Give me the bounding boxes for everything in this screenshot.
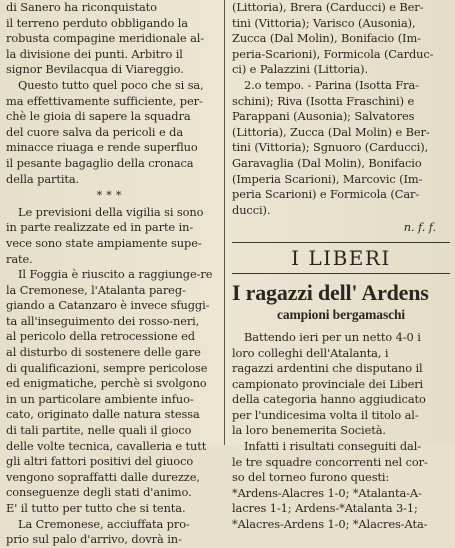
text-line: 2.o tempo. - Parina (Isotta Fra- — [244, 77, 419, 92]
text-line: *Alacres-Ardens 1-0; *Alacres-Ata- — [232, 517, 428, 532]
author-signature: n. f. f. — [403, 220, 436, 235]
text-line: loro colleghi dell'Atalanta, i — [232, 345, 389, 360]
paragraph — [232, 78, 450, 218]
text-line: di qualificazioni, sempre pericolose — [6, 360, 208, 375]
section-separator: *** — [96, 188, 126, 203]
text-line: campionato provinciale dei Liberi — [232, 376, 424, 391]
text-line: Infatti i risultati conseguiti dal- — [244, 439, 421, 454]
text-line: Parappani (Ausonia); Salvatores — [232, 109, 415, 124]
text-line: della categoria hanno aggiudicato — [232, 392, 426, 407]
text-line: Il Foggia è riuscito a raggiunge-re — [18, 267, 213, 282]
text-line: Battendo ieri per un netto 4-0 i — [244, 329, 421, 344]
text-line: il terreno perduto obbligando la — [6, 15, 188, 30]
text-line: delle volte tecnica, cavalleria e tutt — [6, 438, 207, 453]
article-headline: I ragazzi dell' Ardens — [232, 279, 429, 305]
text-line: ed enigmatiche, perchè si svolgono — [6, 376, 207, 391]
paragraph — [232, 439, 450, 533]
text-line: rate. — [6, 251, 33, 266]
text-line: lacres 1-1; Ardens-*Atalanta 3-1; — [232, 501, 418, 516]
text-line: schini); Riva (Isotta Fraschini) e — [232, 93, 415, 108]
text-line: *Ardens-Alacres 1-0; *Atalanta-A- — [232, 485, 422, 500]
text-line: robusta compagine meridionale al- — [6, 31, 205, 46]
text-line: Le previsioni della vigilia si sono — [18, 204, 204, 219]
text-line: la Cremonese, l'Atalanta pareg- — [6, 282, 186, 297]
text-line: al disturbo di sostenere delle gare — [6, 345, 201, 360]
text-line: E' il tutto per tutto che si tenta. — [6, 501, 186, 515]
text-line: peria Scarioni) e Formicola (Car- — [232, 187, 420, 202]
text-line: so del torneo furono questi: — [232, 470, 390, 485]
text-line: le tre squadre concorrenti nel cor- — [232, 454, 428, 469]
text-line: ta all'inseguimento dei rosso-neri, — [6, 313, 200, 328]
paragraph — [6, 267, 216, 548]
paragraph — [6, 205, 216, 267]
text-line: tini (Vittoria); Varisco (Ausonia), — [232, 15, 416, 30]
text-line: conseguenze degli stati d'animo. — [6, 485, 192, 500]
left-column — [6, 0, 216, 548]
column-divider — [224, 0, 225, 445]
text-line: la loro benemerita Società. — [232, 423, 386, 438]
text-line: ma effettivamente sufficiente, per- — [6, 93, 203, 108]
text-line: prio sul palo d'arrivo, dovrà in- — [6, 532, 182, 547]
text-line: del cuore salva da pericoli e da — [6, 124, 184, 139]
section-title: I LIBERI — [291, 245, 391, 270]
text-line: Questo tutto quel poco che si sa, — [18, 77, 204, 92]
text-line: vengono sopraffatti dalle durezze, — [6, 469, 200, 484]
text-line: ragazzi ardentini che disputano il — [232, 361, 423, 376]
text-line: chè le gioia di sapere la squadra — [6, 109, 191, 124]
text-line: signor Bevilacqua di Viareggio. — [6, 62, 184, 77]
text-line: Garavaglia (Dal Molin), Bonifacio — [232, 155, 422, 170]
text-line: (Littoria), Zucca (Dal Molin) e Ber- — [232, 124, 430, 139]
text-line: la divisione dei punti. Arbitro il — [6, 46, 183, 61]
text-line: tini (Vittoria); Sgnuoro (Carducci), — [232, 140, 429, 155]
text-line: cato, originato dalle natura stessa — [6, 407, 200, 422]
text-line: ci) e Palazzini (Littoria). — [232, 62, 368, 77]
paragraph — [232, 0, 450, 78]
section-heading-box — [232, 242, 450, 274]
text-line: di Sanero ha riconquistato — [6, 0, 157, 14]
text-line: giando a Catanzaro è invece sfuggi- — [6, 298, 210, 313]
text-line: per l'undicesima volta il titolo al- — [232, 407, 419, 422]
text-line: peria-Scarioni), Formicola (Carduc- — [232, 46, 434, 61]
text-line: (Imperia Scarioni), Marcovic (Im- — [232, 171, 423, 186]
text-line: al pericolo della retrocessione ed — [6, 329, 195, 344]
text-line: in un particolare ambiente infuo- — [6, 391, 194, 406]
paragraph — [6, 0, 216, 78]
paragraph — [232, 330, 450, 439]
article-subheadline: campioni bergamaschi — [276, 306, 406, 322]
text-line: in parte realizzate ed in parte in- — [6, 220, 194, 235]
text-line: minacce riuaga e rende superfluo — [6, 140, 198, 155]
text-line: vece sono state ampiamente supe- — [6, 235, 202, 250]
text-line: Zucca (Dal Molin), Bonifacio (Im- — [232, 31, 421, 46]
text-line: (Littoria), Brera (Carducci) e Ber- — [232, 0, 424, 14]
paragraph — [6, 78, 216, 187]
text-line: ducci). — [232, 202, 271, 217]
text-line: gli altri fattori positivi del giuoco — [6, 454, 194, 469]
text-line: il pesante bagaglio della cronaca — [6, 155, 194, 170]
text-line: della partita. — [6, 171, 80, 186]
text-line: di tali partite, nelle quali il gioco — [6, 423, 192, 438]
right-column — [232, 0, 450, 533]
text-line: La Cremonese, acciuffata pro- — [18, 516, 190, 531]
